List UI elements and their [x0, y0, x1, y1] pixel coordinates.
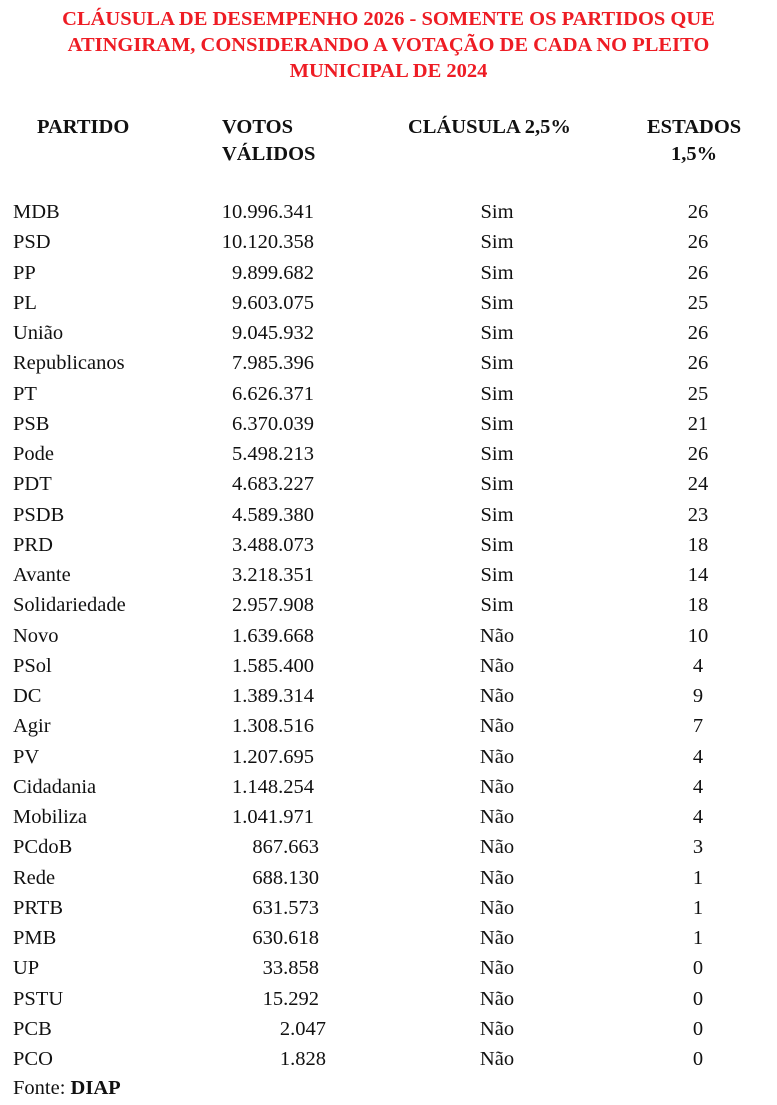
column-header-votes-line-1: VOTOS [222, 116, 293, 138]
cell-party: PT [13, 382, 37, 405]
cell-party: PMB [13, 927, 57, 949]
cell-clause: Sim [480, 261, 514, 284]
cell-party: PP [13, 261, 36, 284]
cell-states: 21 [687, 412, 709, 435]
cell-states: 9 [692, 685, 704, 707]
cell-votes: 1.308.516 [232, 715, 314, 738]
title-line-1: CLÁUSULA DE DESEMPENHO 2026 - SOMENTE OS PARTIDOS QUE [62, 8, 715, 30]
column-header-clause [408, 114, 571, 141]
table-row [0, 863, 777, 893]
cell-party: Pode [13, 443, 54, 465]
cell-states: 0 [692, 1048, 704, 1070]
cell-states: 4 [692, 806, 704, 828]
cell-clause: Não [479, 927, 515, 949]
column-header-clause-label: CLÁUSULA 2,5% [408, 116, 571, 138]
table-row [0, 1014, 777, 1044]
cell-party: PSDB [13, 503, 65, 526]
cell-votes: 1.389.314 [232, 685, 314, 707]
cell-states: 26 [687, 261, 709, 284]
cell-clause: Não [479, 1048, 515, 1070]
cell-clause: Não [479, 775, 515, 798]
cell-votes: 15.292 [262, 987, 319, 1010]
cell-clause: Não [479, 836, 515, 859]
cell-states: 26 [687, 322, 709, 344]
cell-votes: 631.573 [252, 896, 319, 919]
cell-party: UP [13, 957, 40, 980]
cell-votes: 9.899.682 [232, 261, 314, 284]
cell-clause: Sim [480, 503, 514, 526]
cell-party: PL [13, 291, 37, 314]
table-row [0, 772, 777, 802]
cell-votes: 2.957.908 [232, 594, 314, 617]
table-row [0, 348, 777, 378]
cell-states: 4 [692, 745, 704, 768]
cell-votes: 33.858 [262, 957, 319, 980]
title-line-3: MUNICIPAL DE 2024 [289, 60, 488, 82]
cell-party: Republicanos [13, 352, 125, 375]
table-row [0, 984, 777, 1014]
cell-states: 18 [687, 533, 709, 556]
table-row [0, 258, 777, 288]
cell-votes: 6.370.039 [232, 412, 314, 435]
cell-states: 0 [692, 957, 704, 980]
table-row [0, 893, 777, 923]
cell-states: 0 [692, 987, 704, 1010]
column-header-states-line-2: 1,5% [671, 143, 718, 165]
cell-votes: 2.047 [279, 1017, 326, 1040]
cell-states: 3 [692, 836, 704, 859]
cell-party: PSD [13, 231, 51, 254]
source-name: DIAP [70, 1077, 121, 1099]
cell-clause: Sim [480, 564, 514, 586]
table-row [0, 742, 777, 772]
cell-states: 7 [692, 715, 704, 738]
cell-party: Mobiliza [13, 806, 88, 828]
cell-states: 26 [687, 443, 709, 465]
cell-party: PDT [13, 473, 52, 496]
cell-clause: Sim [480, 594, 514, 617]
table-row [0, 500, 777, 530]
column-header-states [647, 114, 741, 168]
cell-votes: 10.996.341 [221, 201, 314, 223]
cell-states: 1 [692, 896, 704, 919]
cell-party: Rede [13, 866, 56, 889]
cell-clause: Não [479, 866, 515, 889]
cell-states: 1 [692, 866, 704, 889]
cell-states: 26 [687, 201, 709, 223]
cell-party: União [13, 322, 64, 344]
cell-votes: 630.618 [252, 927, 319, 949]
cell-clause: Não [479, 957, 515, 980]
column-header-party-label: PARTIDO [37, 116, 130, 138]
cell-party: PSB [13, 412, 50, 435]
table-row [0, 318, 777, 348]
cell-votes: 9.603.075 [232, 291, 314, 314]
table-row [0, 1044, 777, 1074]
table-row [0, 681, 777, 711]
cell-states: 18 [687, 594, 709, 617]
cell-clause: Não [479, 745, 515, 768]
column-header-party [37, 114, 129, 141]
cell-party: PCdoB [13, 836, 73, 859]
table-row [0, 227, 777, 257]
cell-clause: Sim [480, 352, 514, 375]
cell-clause: Sim [480, 322, 514, 344]
cell-party: Avante [13, 564, 71, 586]
cell-votes: 3.488.073 [232, 533, 314, 556]
cell-states: 14 [687, 564, 709, 586]
cell-votes: 9.045.932 [232, 322, 314, 344]
table-row [0, 469, 777, 499]
cell-votes: 5.498.213 [232, 443, 314, 465]
table-row [0, 832, 777, 862]
table-row [0, 651, 777, 681]
table-row [0, 621, 777, 651]
column-header-votes-line-2: VÁLIDOS [222, 143, 316, 165]
cell-votes: 7.985.396 [232, 352, 314, 375]
cell-clause: Sim [480, 291, 514, 314]
table-row [0, 530, 777, 560]
cell-party: Cidadania [13, 775, 97, 798]
cell-clause: Sim [480, 412, 514, 435]
cell-party: PV [13, 745, 40, 768]
table-row [0, 288, 777, 318]
cell-party: PCO [13, 1048, 53, 1070]
cell-clause: Sim [480, 473, 514, 496]
cell-clause: Não [479, 624, 515, 647]
cell-party: PSol [13, 654, 52, 677]
table-row [0, 590, 777, 620]
table-row [0, 197, 777, 227]
cell-clause: Não [479, 987, 515, 1010]
cell-clause: Sim [480, 382, 514, 405]
page-title [10, 6, 767, 84]
cell-party: Agir [13, 715, 51, 738]
cell-votes: 1.828 [279, 1048, 326, 1070]
cell-states: 0 [692, 1017, 704, 1040]
source-label: Fonte: [13, 1077, 66, 1099]
cell-party: PSTU [13, 987, 64, 1010]
cell-votes: 1.207.695 [232, 745, 314, 768]
source-note [13, 1073, 121, 1103]
cell-clause: Sim [480, 443, 514, 465]
cell-votes: 867.663 [252, 836, 319, 859]
cell-votes: 1.041.971 [232, 806, 314, 828]
cell-states: 1 [692, 927, 704, 949]
cell-votes: 10.120.358 [221, 231, 314, 254]
cell-clause: Não [479, 806, 515, 828]
cell-clause: Não [479, 715, 515, 738]
cell-votes: 1.585.400 [232, 654, 314, 677]
cell-party: Solidariedade [13, 594, 126, 617]
cell-party: PRD [13, 533, 53, 556]
table-row [0, 439, 777, 469]
cell-clause: Não [479, 1017, 515, 1040]
table-row [0, 953, 777, 983]
table-row [0, 379, 777, 409]
table-row [0, 409, 777, 439]
column-header-votes [222, 114, 315, 168]
cell-clause: Sim [480, 201, 514, 223]
column-header-states-line-1: ESTADOS [647, 116, 742, 138]
cell-votes: 1.639.668 [232, 624, 314, 647]
cell-votes: 4.589.380 [232, 503, 314, 526]
cell-clause: Não [479, 896, 515, 919]
cell-votes: 688.130 [252, 866, 319, 889]
cell-votes: 1.148.254 [232, 775, 314, 798]
cell-votes: 3.218.351 [232, 564, 314, 586]
cell-states: 26 [687, 352, 709, 375]
cell-party: Novo [13, 624, 59, 647]
cell-votes: 6.626.371 [232, 382, 314, 405]
cell-party: DC [13, 685, 42, 707]
cell-states: 10 [687, 624, 709, 647]
cell-party: PRTB [13, 896, 64, 919]
cell-clause: Sim [480, 231, 514, 254]
cell-votes: 4.683.227 [232, 473, 314, 496]
party-table-body [0, 197, 777, 1074]
cell-states: 23 [687, 503, 709, 526]
table-row [0, 560, 777, 590]
title-line-2: ATINGIRAM, CONSIDERANDO A VOTAÇÃO DE CADA NO PLEITO [67, 34, 710, 56]
table-row [0, 711, 777, 741]
cell-clause: Sim [480, 533, 514, 556]
cell-clause: Não [479, 685, 515, 707]
cell-states: 24 [687, 473, 709, 496]
cell-clause: Não [479, 654, 515, 677]
table-row [0, 802, 777, 832]
cell-states: 25 [687, 382, 709, 405]
cell-party: MDB [13, 201, 60, 223]
cell-states: 26 [687, 231, 709, 254]
cell-states: 4 [692, 775, 704, 798]
cell-party: PCB [13, 1017, 52, 1040]
table-row [0, 923, 777, 953]
cell-states: 4 [692, 654, 704, 677]
cell-states: 25 [687, 291, 709, 314]
